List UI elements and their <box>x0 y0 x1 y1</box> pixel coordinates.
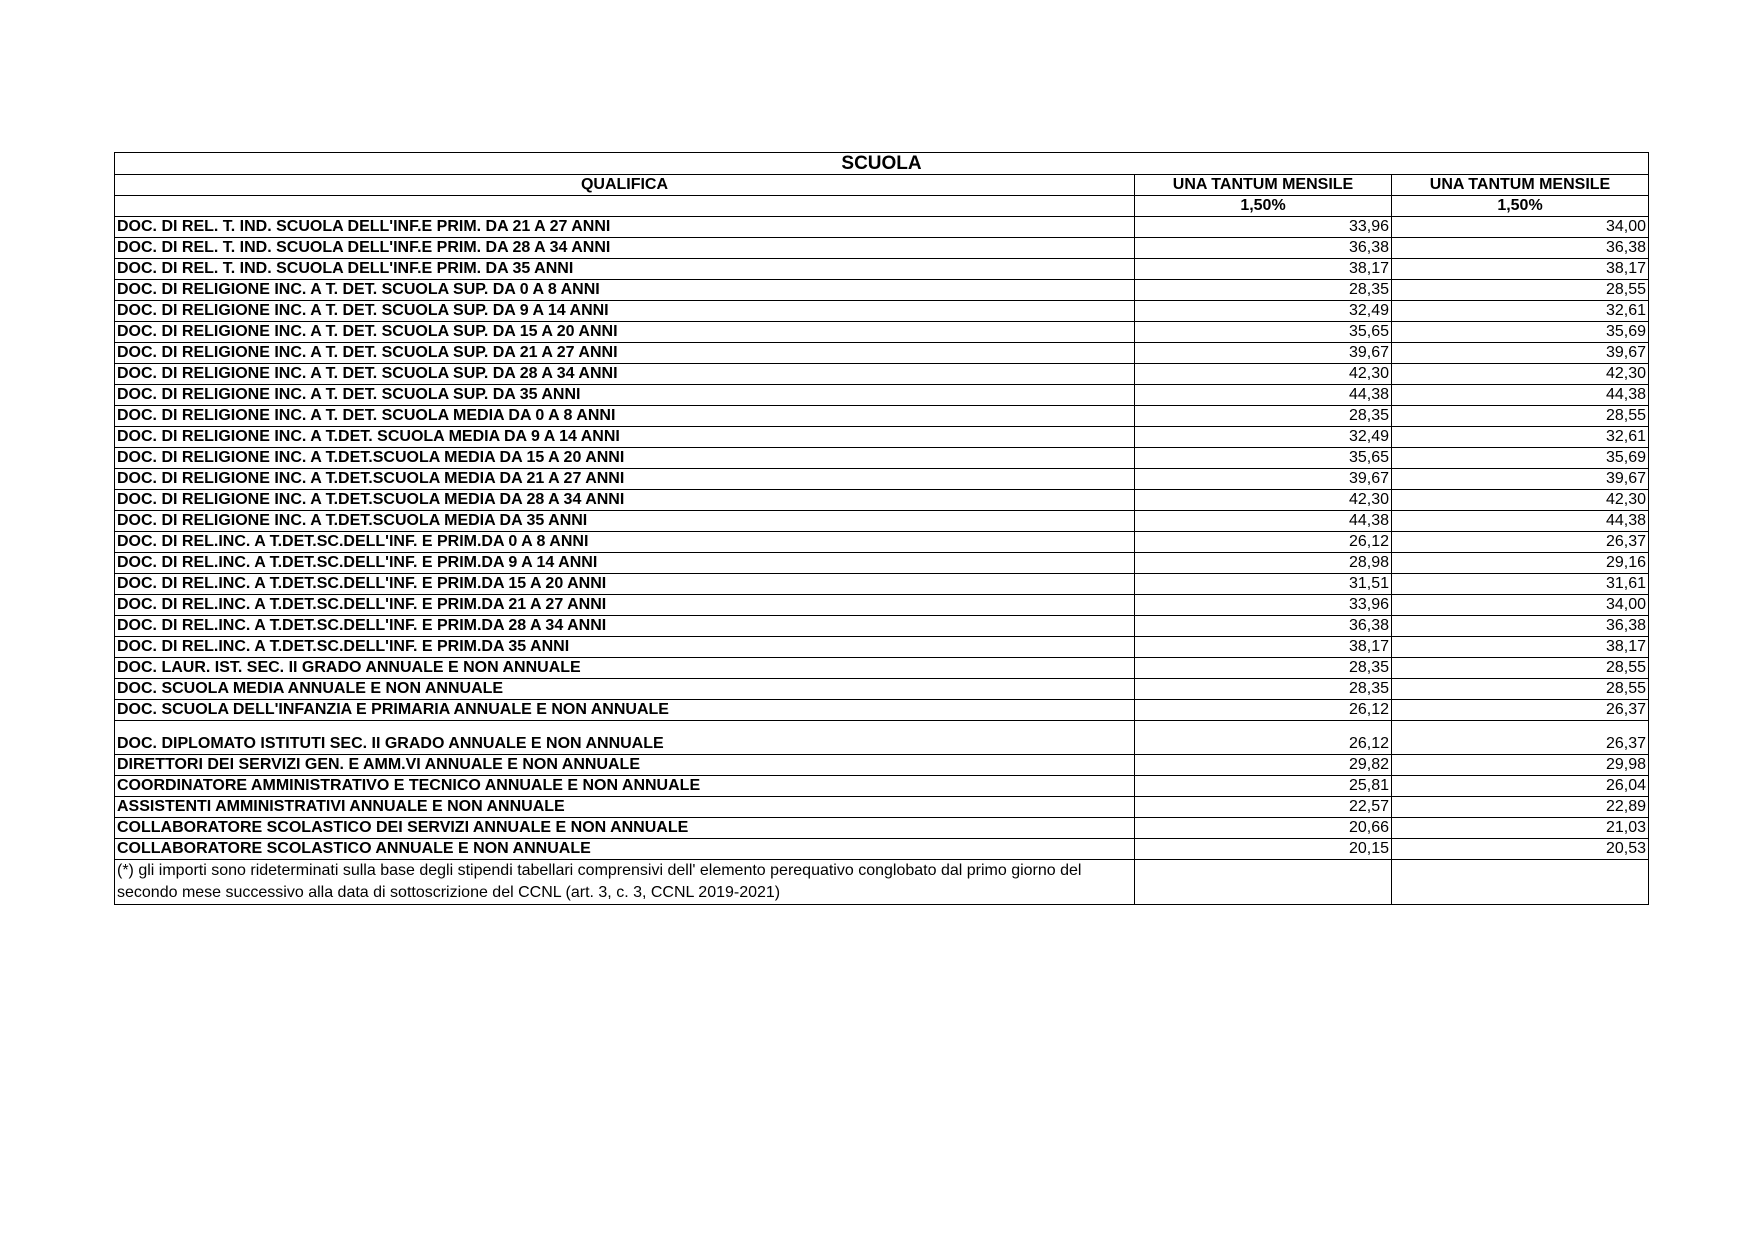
qualifica-cell: DOC. DI RELIGIONE INC. A T. DET. SCUOLA SUP. DA 35 ANNI <box>115 385 1135 406</box>
una-tantum-1-cell: 28,98 <box>1135 553 1392 574</box>
table-row <box>115 679 1649 700</box>
qualifica-cell: DOC. DI REL.INC. A T.DET.SC.DELL'INF. E PRIM.DA 0 A 8 ANNI <box>115 532 1135 553</box>
una-tantum-2-cell: 26,04 <box>1392 776 1649 797</box>
una-tantum-2-cell: 35,69 <box>1392 322 1649 343</box>
una-tantum-1-cell: 33,96 <box>1135 595 1392 616</box>
una-tantum-1-cell: 36,38 <box>1135 238 1392 259</box>
una-tantum-1-cell: 22,57 <box>1135 797 1392 818</box>
table-row <box>115 385 1649 406</box>
una-tantum-1-cell: 39,67 <box>1135 469 1392 490</box>
qualifica-cell: DOC. DI RELIGIONE INC. A T. DET. SCUOLA SUP. DA 21 A 27 ANNI <box>115 343 1135 364</box>
table-row <box>115 511 1649 532</box>
una-tantum-1-cell: 26,12 <box>1135 532 1392 553</box>
table-row <box>115 406 1649 427</box>
table-row <box>115 776 1649 797</box>
una-tantum-2-cell: 29,98 <box>1392 755 1649 776</box>
table-row <box>115 616 1649 637</box>
qualifica-cell: DOC. DI RELIGIONE INC. A T. DET. SCUOLA SUP. DA 28 A 34 ANNI <box>115 364 1135 385</box>
salary-table-body <box>115 153 1649 905</box>
qualifica-cell: DOC. DI RELIGIONE INC. A T.DET.SCUOLA MEDIA DA 21 A 27 ANNI <box>115 469 1135 490</box>
note-row <box>115 860 1649 905</box>
una-tantum-1-cell: 25,81 <box>1135 776 1392 797</box>
una-tantum-1-cell: 39,67 <box>1135 343 1392 364</box>
una-tantum-2-cell: 39,67 <box>1392 469 1649 490</box>
qualifica-cell: DOC. DI REL.INC. A T.DET.SC.DELL'INF. E PRIM.DA 21 A 27 ANNI <box>115 595 1135 616</box>
qualifica-cell: COLLABORATORE SCOLASTICO DEI SERVIZI ANNUALE E NON ANNUALE <box>115 818 1135 839</box>
una-tantum-2-cell: 29,16 <box>1392 553 1649 574</box>
table-row <box>115 217 1649 238</box>
table-row <box>115 700 1649 721</box>
qualifica-cell: DOC. DI REL. T. IND. SCUOLA DELL'INF.E PRIM. DA 28 A 34 ANNI <box>115 238 1135 259</box>
qualifica-cell: DOC. DI RELIGIONE INC. A T. DET. SCUOLA MEDIA DA 0 A 8 ANNI <box>115 406 1135 427</box>
una-tantum-1-cell: 28,35 <box>1135 658 1392 679</box>
qualifica-cell: DOC. DI REL. T. IND. SCUOLA DELL'INF.E PRIM. DA 21 A 27 ANNI <box>115 217 1135 238</box>
una-tantum-2-cell: 44,38 <box>1392 511 1649 532</box>
una-tantum-2-cell: 21,03 <box>1392 818 1649 839</box>
header-percent-1: 1,50% <box>1135 196 1392 217</box>
qualifica-cell: DOC. DI RELIGIONE INC. A T.DET. SCUOLA MEDIA DA 9 A 14 ANNI <box>115 427 1135 448</box>
una-tantum-2-cell: 28,55 <box>1392 406 1649 427</box>
table-row <box>115 490 1649 511</box>
title-row <box>115 153 1649 175</box>
una-tantum-2-cell: 32,61 <box>1392 427 1649 448</box>
una-tantum-2-cell: 32,61 <box>1392 301 1649 322</box>
table-row <box>115 553 1649 574</box>
table-row <box>115 595 1649 616</box>
header-una-tantum-1: UNA TANTUM MENSILE <box>1135 175 1392 196</box>
qualifica-cell: DOC. DI RELIGIONE INC. A T. DET. SCUOLA SUP. DA 15 A 20 ANNI <box>115 322 1135 343</box>
qualifica-cell: DOC. DIPLOMATO ISTITUTI SEC. II GRADO ANNUALE E NON ANNUALE <box>115 721 1135 755</box>
qualifica-cell: DOC. DI REL.INC. A T.DET.SC.DELL'INF. E PRIM.DA 35 ANNI <box>115 637 1135 658</box>
una-tantum-2-cell: 26,37 <box>1392 532 1649 553</box>
una-tantum-2-cell: 28,55 <box>1392 658 1649 679</box>
percentage-blank-cell <box>115 196 1135 217</box>
table-row <box>115 427 1649 448</box>
una-tantum-2-cell: 26,37 <box>1392 721 1649 755</box>
table-row <box>115 637 1649 658</box>
qualifica-cell: DOC. DI REL.INC. A T.DET.SC.DELL'INF. E PRIM.DA 15 A 20 ANNI <box>115 574 1135 595</box>
percentage-row <box>115 196 1649 217</box>
table-row <box>115 532 1649 553</box>
footnote-blank-cell-2 <box>1392 860 1649 905</box>
una-tantum-1-cell: 20,66 <box>1135 818 1392 839</box>
una-tantum-1-cell: 29,82 <box>1135 755 1392 776</box>
footnote-blank-cell-1 <box>1135 860 1392 905</box>
una-tantum-1-cell: 32,49 <box>1135 301 1392 322</box>
table-row <box>115 755 1649 776</box>
table-row <box>115 658 1649 679</box>
qualifica-cell: DOC. DI REL.INC. A T.DET.SC.DELL'INF. E PRIM.DA 28 A 34 ANNI <box>115 616 1135 637</box>
table-title: SCUOLA <box>115 153 1649 175</box>
header-row <box>115 175 1649 196</box>
una-tantum-2-cell: 26,37 <box>1392 700 1649 721</box>
qualifica-cell: DOC. DI REL. T. IND. SCUOLA DELL'INF.E PRIM. DA 35 ANNI <box>115 259 1135 280</box>
table-row <box>115 721 1649 755</box>
header-percent-2: 1,50% <box>1392 196 1649 217</box>
una-tantum-1-cell: 44,38 <box>1135 511 1392 532</box>
una-tantum-1-cell: 42,30 <box>1135 364 1392 385</box>
una-tantum-1-cell: 28,35 <box>1135 679 1392 700</box>
una-tantum-1-cell: 33,96 <box>1135 217 1392 238</box>
table-row <box>115 343 1649 364</box>
una-tantum-1-cell: 28,35 <box>1135 280 1392 301</box>
una-tantum-1-cell: 44,38 <box>1135 385 1392 406</box>
table-row <box>115 280 1649 301</box>
una-tantum-1-cell: 32,49 <box>1135 427 1392 448</box>
una-tantum-2-cell: 20,53 <box>1392 839 1649 860</box>
qualifica-cell: DOC. SCUOLA MEDIA ANNUALE E NON ANNUALE <box>115 679 1135 700</box>
una-tantum-2-cell: 34,00 <box>1392 595 1649 616</box>
table-row <box>115 322 1649 343</box>
qualifica-cell: COORDINATORE AMMINISTRATIVO E TECNICO ANNUALE E NON ANNUALE <box>115 776 1135 797</box>
salary-table <box>114 152 1649 905</box>
una-tantum-1-cell: 20,15 <box>1135 839 1392 860</box>
qualifica-cell: DOC. DI RELIGIONE INC. A T.DET.SCUOLA MEDIA DA 28 A 34 ANNI <box>115 490 1135 511</box>
table-row <box>115 448 1649 469</box>
qualifica-cell: DOC. DI RELIGIONE INC. A T.DET.SCUOLA MEDIA DA 15 A 20 ANNI <box>115 448 1135 469</box>
una-tantum-1-cell: 38,17 <box>1135 259 1392 280</box>
una-tantum-2-cell: 34,00 <box>1392 217 1649 238</box>
una-tantum-2-cell: 39,67 <box>1392 343 1649 364</box>
table-row <box>115 797 1649 818</box>
una-tantum-1-cell: 42,30 <box>1135 490 1392 511</box>
una-tantum-1-cell: 35,65 <box>1135 322 1392 343</box>
una-tantum-2-cell: 22,89 <box>1392 797 1649 818</box>
una-tantum-1-cell: 35,65 <box>1135 448 1392 469</box>
table-row <box>115 839 1649 860</box>
qualifica-cell: DOC. DI REL.INC. A T.DET.SC.DELL'INF. E PRIM.DA 9 A 14 ANNI <box>115 553 1135 574</box>
una-tantum-1-cell: 36,38 <box>1135 616 1392 637</box>
una-tantum-2-cell: 38,17 <box>1392 259 1649 280</box>
una-tantum-2-cell: 44,38 <box>1392 385 1649 406</box>
una-tantum-1-cell: 31,51 <box>1135 574 1392 595</box>
una-tantum-1-cell: 38,17 <box>1135 637 1392 658</box>
qualifica-cell: DOC. DI RELIGIONE INC. A T. DET. SCUOLA SUP. DA 9 A 14 ANNI <box>115 301 1135 322</box>
qualifica-cell: DOC. SCUOLA DELL'INFANZIA E PRIMARIA ANNUALE E NON ANNUALE <box>115 700 1135 721</box>
una-tantum-2-cell: 42,30 <box>1392 490 1649 511</box>
header-qualifica: QUALIFICA <box>115 175 1135 196</box>
table-row <box>115 469 1649 490</box>
una-tantum-2-cell: 42,30 <box>1392 364 1649 385</box>
qualifica-cell: COLLABORATORE SCOLASTICO ANNUALE E NON ANNUALE <box>115 839 1135 860</box>
qualifica-cell: DIRETTORI DEI SERVIZI GEN. E AMM.VI ANNUALE E NON ANNUALE <box>115 755 1135 776</box>
una-tantum-2-cell: 36,38 <box>1392 238 1649 259</box>
header-una-tantum-2: UNA TANTUM MENSILE <box>1392 175 1649 196</box>
table-row <box>115 301 1649 322</box>
una-tantum-2-cell: 31,61 <box>1392 574 1649 595</box>
una-tantum-2-cell: 28,55 <box>1392 679 1649 700</box>
qualifica-cell: DOC. DI RELIGIONE INC. A T. DET. SCUOLA SUP. DA 0 A 8 ANNI <box>115 280 1135 301</box>
una-tantum-2-cell: 36,38 <box>1392 616 1649 637</box>
una-tantum-2-cell: 35,69 <box>1392 448 1649 469</box>
qualifica-cell: DOC. LAUR. IST. SEC. II GRADO ANNUALE E NON ANNUALE <box>115 658 1135 679</box>
footnote: (*) gli importi sono rideterminati sulla base degli stipendi tabellari comprensivi dell' elemento perequativo conglobato dal primo giorno del secondo mese successivo alla data di sottoscrizione del CCNL (art. 3, c. 3, CCNL 2019-2021) <box>115 860 1135 905</box>
table-row <box>115 364 1649 385</box>
qualifica-cell: DOC. DI RELIGIONE INC. A T.DET.SCUOLA MEDIA DA 35 ANNI <box>115 511 1135 532</box>
qualifica-cell: ASSISTENTI AMMINISTRATIVI ANNUALE E NON ANNUALE <box>115 797 1135 818</box>
una-tantum-1-cell: 26,12 <box>1135 721 1392 755</box>
table-row <box>115 259 1649 280</box>
una-tantum-2-cell: 38,17 <box>1392 637 1649 658</box>
table-row <box>115 818 1649 839</box>
una-tantum-2-cell: 28,55 <box>1392 280 1649 301</box>
una-tantum-1-cell: 26,12 <box>1135 700 1392 721</box>
table-row <box>115 574 1649 595</box>
table-row <box>115 238 1649 259</box>
una-tantum-1-cell: 28,35 <box>1135 406 1392 427</box>
